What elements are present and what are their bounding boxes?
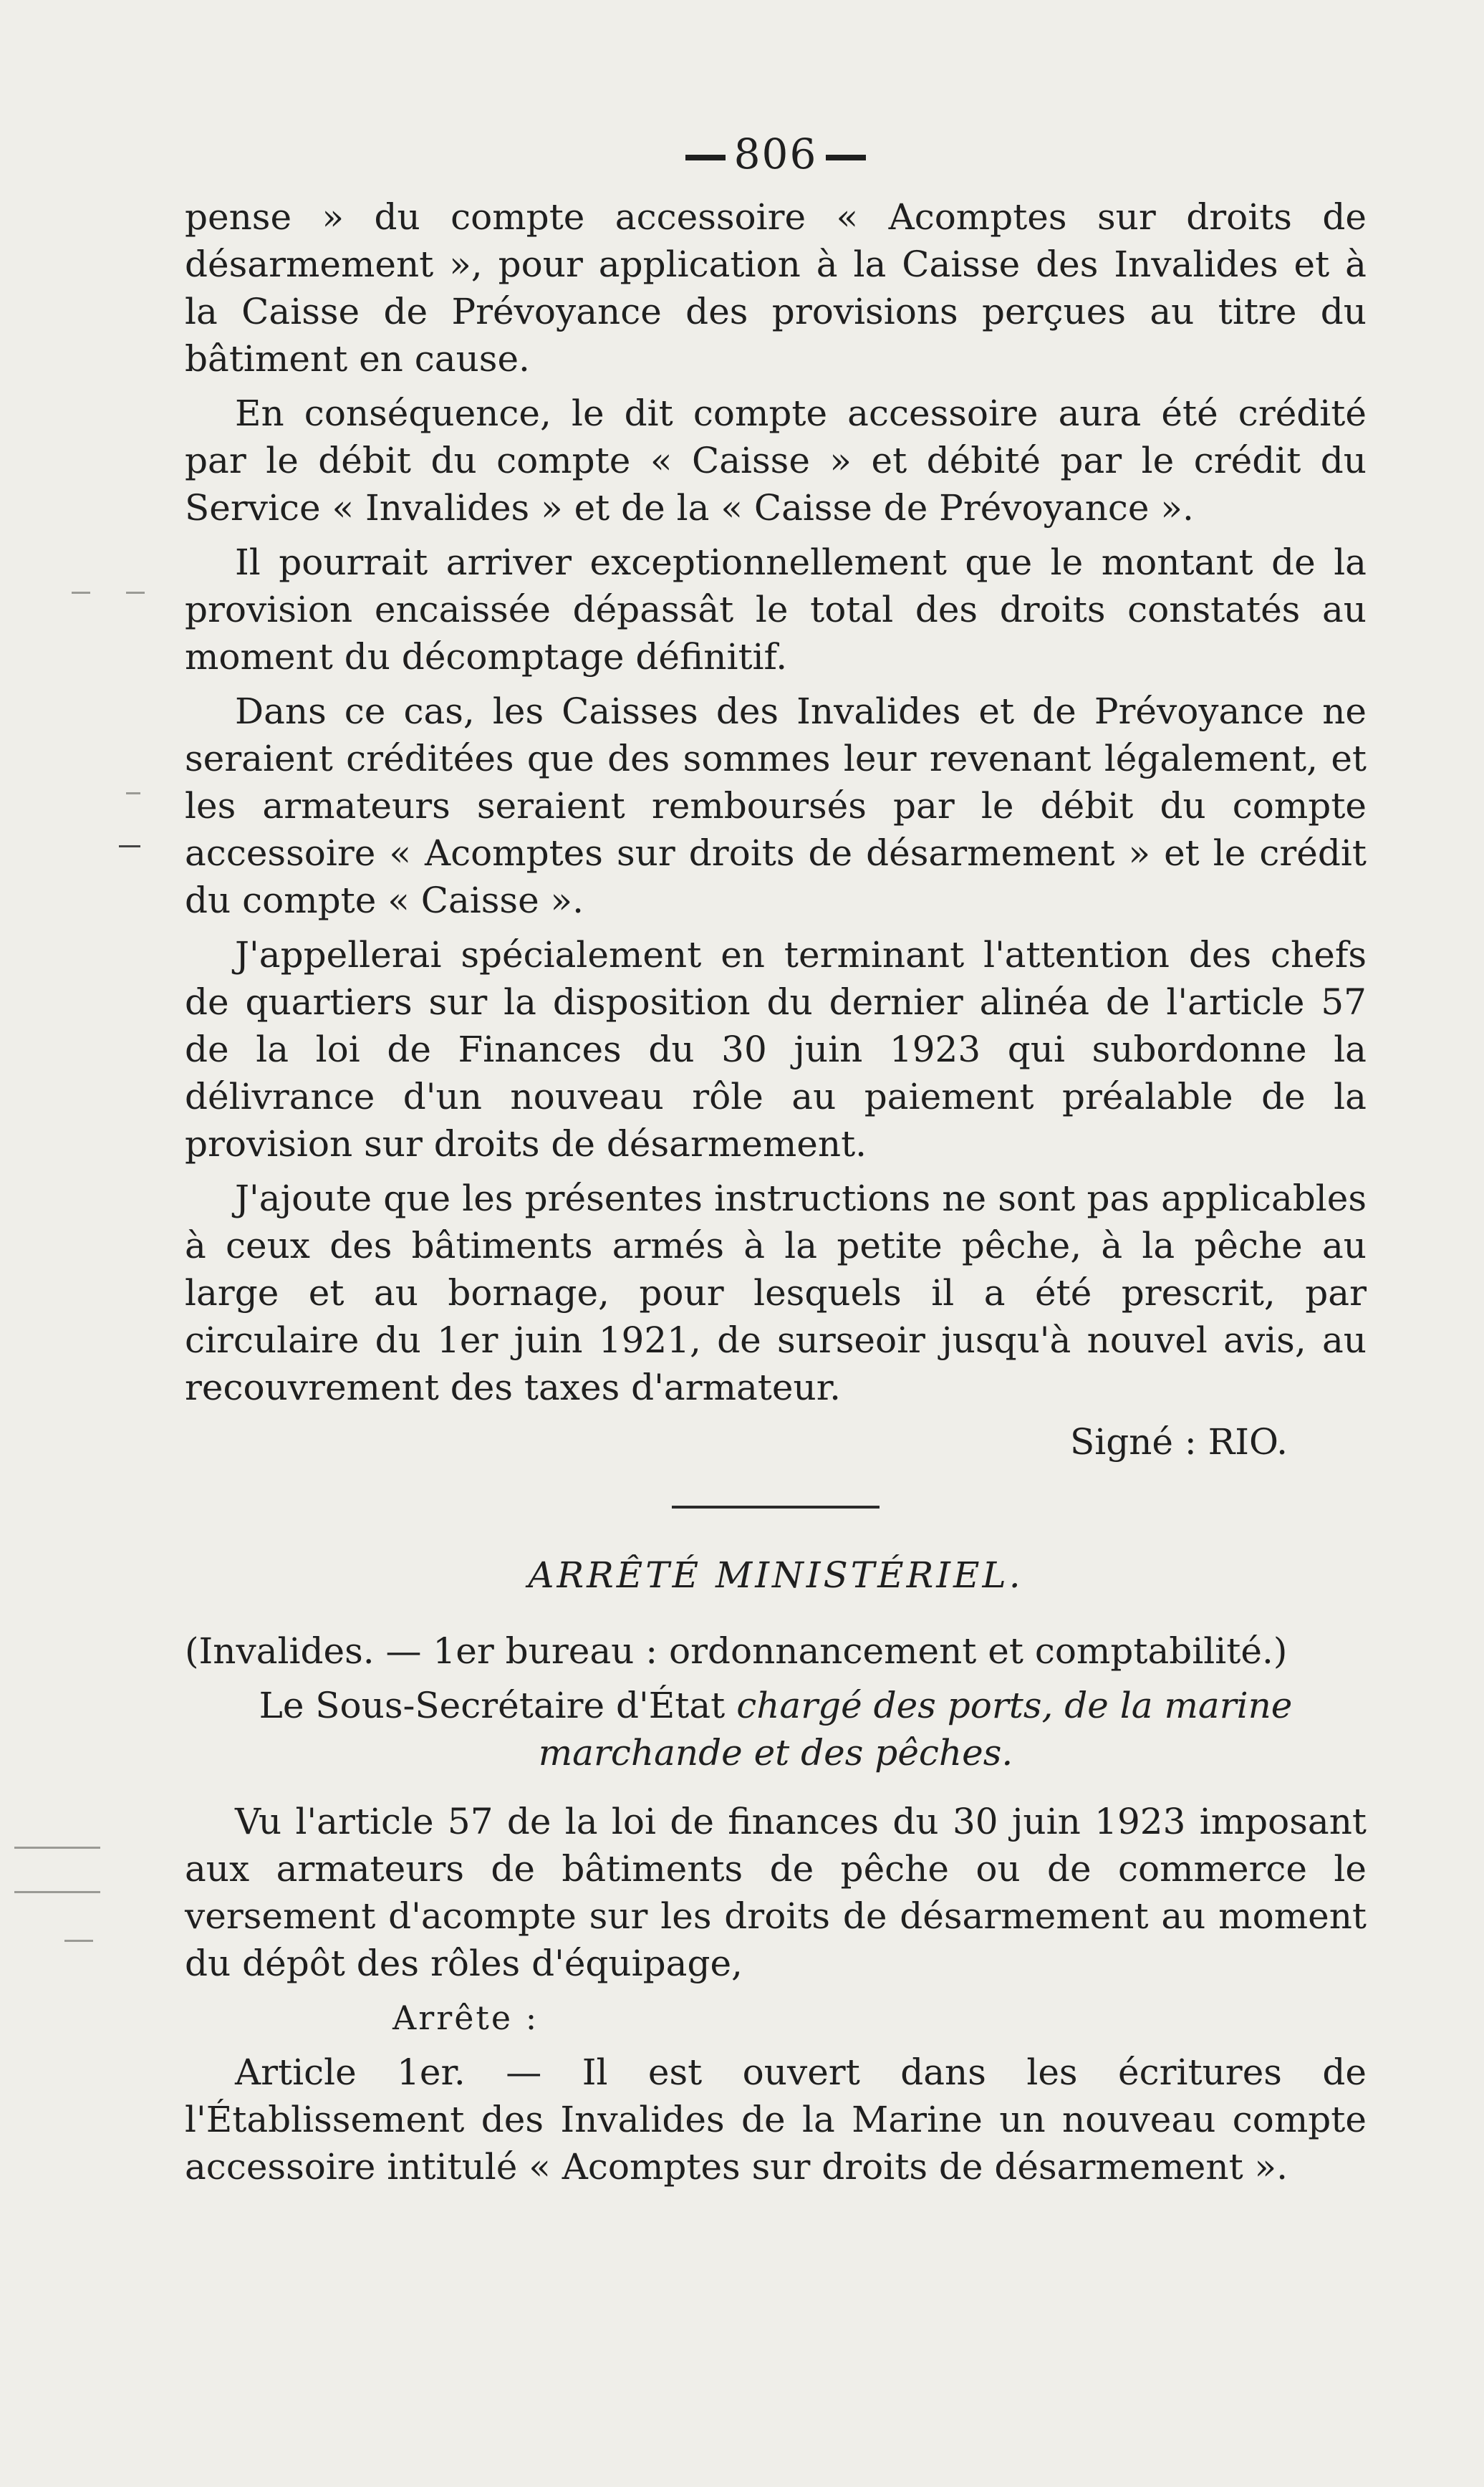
section-divider [672,1506,880,1509]
paragraph-continuation: pense » du compte accessoire « Acomptes sur droits de désarmement », pour application à la Caisse des Invalides et à la Caisse de Prévoyance des provisions perçues au titre du bâtiment en cause. [185,196,1367,380]
page-number: 806 [185,129,1367,179]
signature: Signé : RIO. [1069,1421,1288,1463]
margin-mark [126,592,145,594]
paragraph-excess-provision: Il pourrait arriver exceptionnellement que le montant de la provision encaissée dépassât le total des droits constatés au moment du décomptage définitif. [185,542,1367,678]
margin-mark [14,1891,100,1893]
page-content [185,129,1367,2198]
margin-mark [72,592,90,594]
arrete-title: ARRÊTÉ MINISTÉRIEL. [528,1554,1023,1596]
arrete-preamble: Vu l'article 57 de la loi de finances du 30 juin 1923 imposant aux armateurs de bâtiments de pêche ou de commerce le versement d'acompte sur les droits de désarmement au moment du dépôt des rôles d'équipage, [185,1801,1367,1984]
arrete-decides: Arrête : [392,1998,539,2037]
margin-mark [14,1847,100,1849]
folio-dash [685,155,726,160]
paragraph-attention: J'appellerai spécialement en terminant l'attention des chefs de quartiers sur la disposition du dernier alinéa de l'article 57 de la loi de Finances du 30 juin 1923 qui subordonne la délivrance d'un nouveau rôle au paiement préalable de la provision sur droits de désarmement. [185,934,1367,1165]
margin-mark [126,792,140,794]
paragraph-consequence: En conséquence, le dit compte accessoire aura été crédité par le débit du compte « Caisse » et débité par le crédit du Service « Invalides » et de la « Caisse de Prévoyance ». [185,393,1367,529]
paragraph-exceptions: J'ajoute que les présentes instructions ne sont pas applicables à ceux des bâtiments armés à la petite pêche, à la pêche au large et au bornage, pour lesquels il a été prescrit, par circulaire du 1er juin 1921, de surseoir jusqu'à nouvel avis, au recouvrement des taxes d'armateur. [185,1178,1367,1408]
authority-title: Le Sous-Secrétaire d'État [259,1685,726,1726]
arrete-authority [185,1682,1367,1776]
margin-mark [119,845,140,847]
folio-dash [826,155,866,160]
paragraph-refund: Dans ce cas, les Caisses des Invalides et de Prévoyance ne seraient créditées que des sommes leur revenant légalement, et les armateurs seraient remboursés par le débit du compte accessoire « Acomptes sur droits de désarmement » et le crédit du compte « Caisse ». [185,691,1367,921]
authority-charge: chargé des ports, de la marine marchande et des pêches. [538,1685,1293,1774]
arrete-department: (Invalides. — 1er bureau : ordonnancement et comptabilité.) [185,1630,1288,1672]
margin-mark [64,1940,93,1942]
arrete-article-1: Article 1er. — Il est ouvert dans les écritures de l'Établissement des Invalides de la Marine un nouveau compte accessoire intitulé « Acomptes sur droits de désarmement ». [185,2051,1367,2188]
